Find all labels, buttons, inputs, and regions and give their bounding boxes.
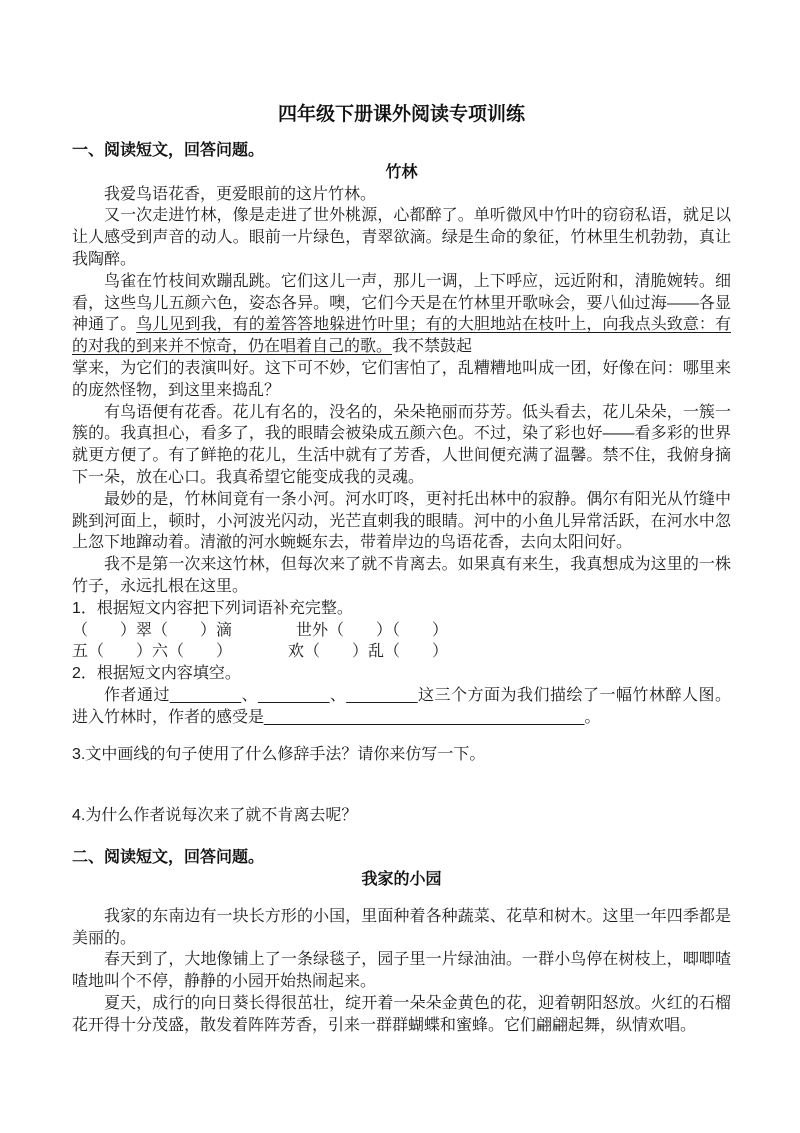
question-1-blanks-row-2: 五（ ）六（ ） 欢（ ）乱（ ）: [72, 643, 449, 661]
question-3: 3.文中画线的句子使用了什么修辞手法？请你来仿写一下。: [72, 745, 486, 763]
passage1-title: 竹林: [385, 163, 418, 181]
passage1-paragraph-3: [72, 271, 731, 358]
passage2-paragraph-1: 我家的东南边有一块长方形的小国，里面种着各种蔬菜、花草和树木。这里一年四季都是美丽的。: [72, 907, 731, 947]
passage1-paragraph-5: 最妙的是，竹林间竟有一条小河。河水叮咚，更衬托出林中的寂静。偶尔有阳光从竹缝中跳到河面上，顿时，小河波光闪动，光芒直刺我的眼睛。河中的小鱼儿异常活跃，在河水中忽上忽下地蹿动着。清澈的河水蜿蜒东去，带着岸边的鸟语花香，去向太阳问好。: [72, 490, 731, 552]
passage2-paragraph-2: 春天到了，大地像铺上了一条绿毯子，园子里一片绿油油。一群小鸟停在树枝上，唧唧喳喳地叫个不停，静静的小园开始热闹起来。: [72, 951, 731, 991]
passage1-paragraph-1: 我爱鸟语花香，更爱眼前的这片竹林。: [104, 185, 377, 203]
section2-heading: 二、阅读短文，回答问题。: [72, 849, 265, 867]
passage2-title: 我家的小园: [361, 870, 442, 888]
passage2-paragraph-3: 夏天，成行的向日葵长得很茁壮，绽开着一朵朵金黄色的花，迎着朝阳怒放。火红的石榴花开得十分茂盛，散发着阵阵芳香，引来一群群蝴蝶和蜜蜂。它们翩翩起舞，纵情欢唱。: [72, 994, 731, 1034]
question-2: 2．根据短文内容填空。: [72, 665, 241, 683]
document-title: 四年级下册课外阅读专项训练: [277, 104, 525, 125]
paragraph3-text-before: 鸟雀在竹枝间欢蹦乱跳。它们这儿一声，那儿一调，上下呼应，远近附和，清脆婉转。细看，这些鸟儿五颜六色，姿态各异。噢，它们今天是在竹林里开歌咏会，要八仙过海——各显神通了。: [72, 272, 731, 334]
passage1-paragraph-2: 又一次走进竹林，像是走进了世外桃源，心都醉了。单听微风中竹叶的窃窃私语，就足以让人感受到声音的动人。眼前一片绿色，青翠欲滴。绿是生命的象征，竹林里生机勃勃，真让我陶醉。: [72, 207, 731, 268]
question-1: 1．根据短文内容把下列词语补充完整。: [72, 599, 353, 617]
question-2-fill-blanks: 作者通过________、________、________这三个方面为我们描绘了一幅竹林醉人图。进入竹林时，作者的感受是____________________________________。: [72, 686, 731, 726]
passage1-paragraph-4: 有鸟语便有花香。花儿有名的，没名的，朵朵艳丽而芬芳。低头看去，花儿朵朵，一簇一簇的。我真担心，看多了，我的眼睛会被染成五颜六色。不过，染了彩也好——看多彩的世界就更方便了。有了鲜艳的花儿，生活中就有了芳香，人世间便充满了温馨。禁不住，我俯身摘下一朵，放在心口。我真希望它能变成我的灵魂。: [72, 403, 731, 486]
passage1-paragraph-3-continuation: 掌来，为它们的表演叫好。这下可不妙，它们害怕了，乱糟糟地叫成一团，好像在问：哪里来的庞然怪物，到这里来捣乱？: [72, 359, 731, 399]
section1-heading: 一、阅读短文，回答问题。: [72, 142, 265, 159]
paragraph3-underlined-sentence: 鸟儿见到我，有的羞答答地躲进竹叶里；有的大胆地站在枝叶上，向我点头致意：有的对我的到来并不惊奇，仍在唱着自己的歌。: [72, 316, 731, 356]
paragraph3-text-after: 我不禁鼓起: [392, 338, 473, 356]
passage1-paragraph-6: 我不是第一次来这竹林，但每次来了就不肯离去。如果真有来生，我真想成为这里的一株竹子，永远扎根在这里。: [72, 556, 731, 595]
question-1-blanks-row-1: （ ）翠（ ）滴 世外（ ）（ ）: [72, 621, 449, 639]
question-4: 4.为什么作者说每次来了就不肯离去呢？: [72, 807, 358, 825]
